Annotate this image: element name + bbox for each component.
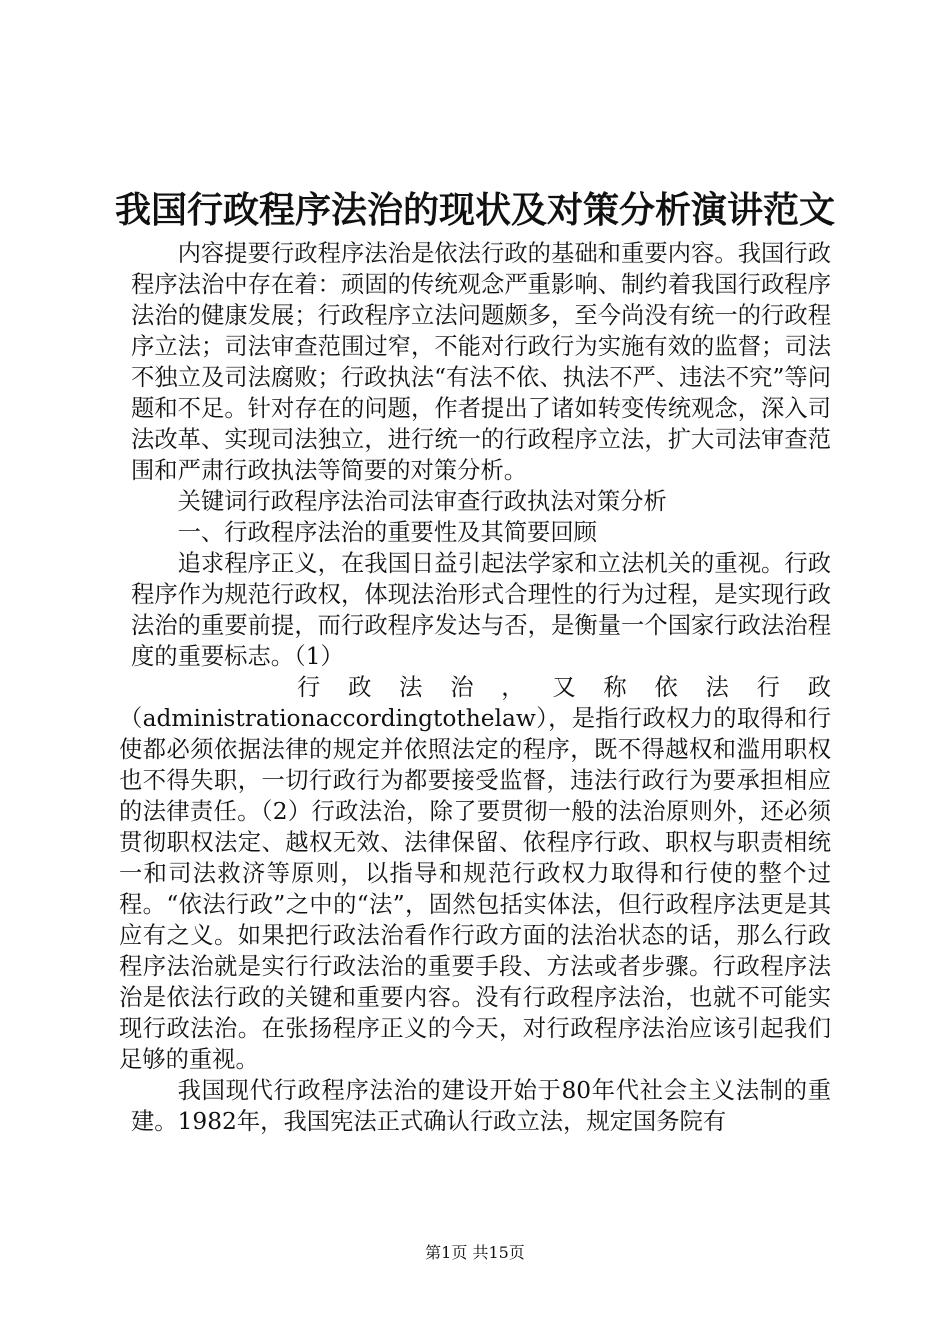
- body-paragraph: 追求程序正义，在我国日益引起法学家和立法机关的重视。行政程序作为规范行政权，体现法治形式合理性的行为过程，是实现行政法治的重要前提，而行政程序发达与否，是衡量一个国家行政法治程度的重要标志。（1）: [131, 550, 831, 670]
- body-paragraph: （administrationaccordingtothelaw），是指行政权力的取得和行使都必须依据法律的规定并依照法定的程序，既不得越权和滥用职权也不得失职，一切行政行为都要接受监督，违法行政行为要承担相应的法律责任。（2）行政法治，除了要贯彻一般的法治原则外，还必须贯彻职权法定、越权无效、法律保留、依程序行政、职权与职责相统一和司法救济等原则，以指导和规范行政权力取得和行使的整个过程。“依法行政”之中的“法”，固然包括实体法，但行政程序法更是其应有之义。如果把行政法治看作行政方面的法治状态的话，那么行政程序法治就是实行行政法治的重要手段、方法或者步骤。行政程序法治是依法行政的关键和重要内容。没有行政程序法治，也就不可能实现行政法治。在张扬程序正义的今天，对行政程序法治应该引起我们足够的重视。: [119, 705, 831, 1073]
- body-paragraph: 我国现代行政程序法治的建设开始于80年代社会主义法制的重建。1982年，我国宪法正式确认行政立法，规定国务院有: [131, 1077, 831, 1135]
- keywords-paragraph: 关键词行政程序法治司法审查行政执法对策分析: [177, 488, 667, 515]
- document-title: 我国行政程序法治的现状及对策分析演讲范文: [114, 189, 835, 231]
- section-heading: 一、行政程序法治的重要性及其简要回顾: [177, 519, 597, 546]
- abstract-paragraph: 内容提要行政程序法治是依法行政的基础和重要内容。我国行政程序法治中存在着：顽固的传统观念严重影响、制约着我国行政程序法治的健康发展；行政程序立法问题颇多，至今尚没有统一的行政程序立法；司法审查范围过窄，不能对行政行为实施有效的监督；司法不独立及司法腐败；行政执法“有法不依、执法不严、违法不究”等问题和不足。针对存在的问题，作者提出了诸如转变传统观念，深入司法改革、实现司法独立，进行统一的行政程序立法，扩大司法审查范围和严肃行政执法等简要的对策分析。: [131, 240, 831, 484]
- document-body: [119, 238, 831, 1137]
- body-paragraph-spread-line: 行政法治，又称依法行政: [297, 674, 831, 701]
- page-footer: 第1页 共15页: [425, 1243, 525, 1262]
